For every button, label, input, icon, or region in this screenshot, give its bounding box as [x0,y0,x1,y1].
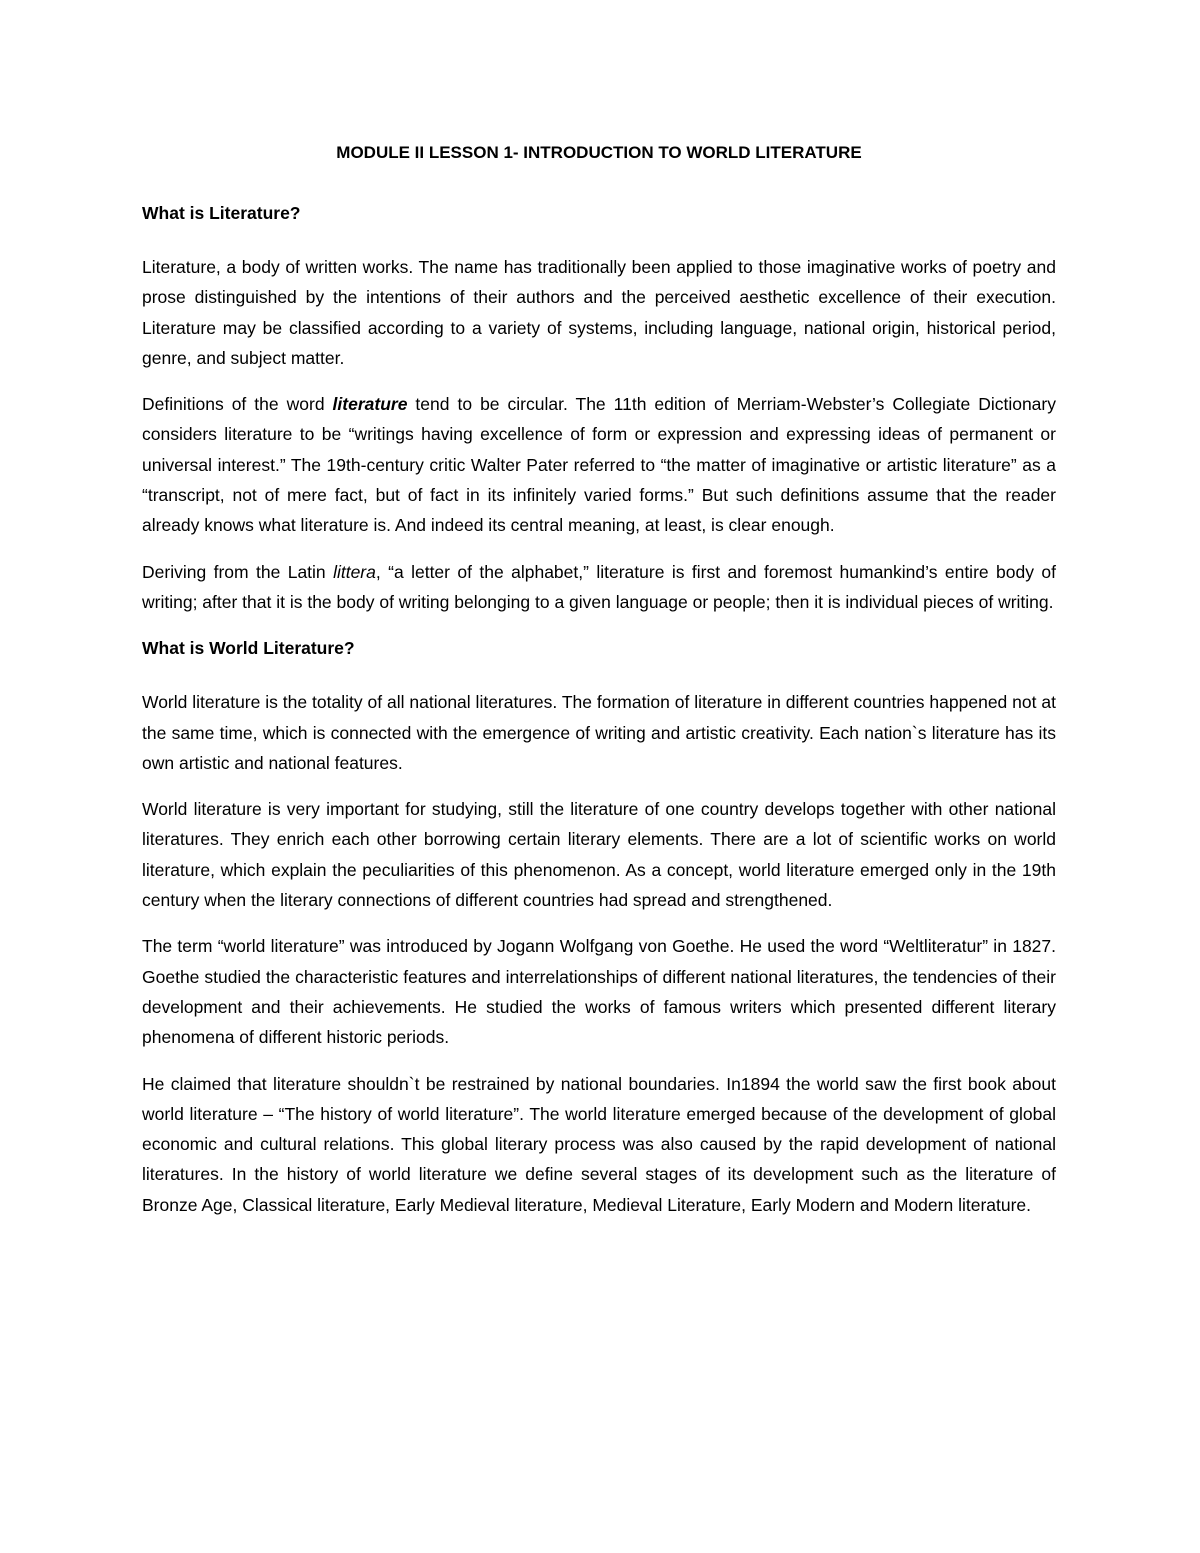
term-littera: littera [333,561,376,582]
paragraph-world-literature-importance: World literature is very important for studying, still the literature of one country develops together with other national literatures. They enrich each other borrowing certain literary elements. There are a lot of scientific works on world literature, which explain the peculiarities of this phenomenon. As a concept, world literature emerged only in the 19th century when the literary connections of different countries had spread and strengthened. [142,799,1056,911]
term-literature: literature [332,394,408,415]
document-title: MODULE II LESSON 1- INTRODUCTION TO WORLD LITERATURE [336,143,862,162]
paragraph-world-literature-totality: World literature is the totality of all national literatures. The formation of literature in different countries happened not at the same time, which is connected with the emergence of writing and artistic creativity. Each nation`s literature has its own artistic and national features. [142,692,1056,773]
document-page [142,138,1056,1236]
paragraph-goethe: The term “world literature” was introduced by Jogann Wolfgang von Goethe. He used the word “Weltliteratur” in 1827. Goethe studied the characteristic features and interrelationships of different national literatures, the tendencies of their development and their achievements. He studied the works of famous writers which presented different literary phenomena of different historic periods. [142,936,1056,1048]
paragraph-text: , “a letter of the alphabet,” literature is first and foremost humankind’s entire body of writing; after that it is the body of writing belonging to a given language or people; then it is individual pieces of writing. [142,561,1056,612]
paragraph-text: tend to be circular. The 11th edition of Merriam-Webster’s Collegiate Dictionary considers literature to be “writings having excellence of form or expression and expressing ideas of permanent or universal interest.” The 19th-century critic Walter Pater referred to “the matter of imaginative or artistic literature” as a “transcript, not of mere fact, but of fact in its infinitely varied forms.” But such definitions assume that the reader already knows what literature is. And indeed its central meaning, at least, is clear enough. [142,394,1056,536]
paragraph-definitions-circular [142,389,1056,540]
section-heading-world-literature: What is World Literature? [142,638,355,659]
section-heading-literature: What is Literature? [142,203,301,223]
paragraph-national-boundaries: He claimed that literature shouldn`t be restrained by national boundaries. In1894 the world saw the first book about world literature – “The history of world literature”. The world literature emerged because of the development of global economic and cultural relations. This global literary process was also caused by the rapid development of national literatures. In the history of world literature we define several stages of its development such as the literature of Bronze Age, Classical literature, Early Medieval literature, Medieval Literature, Early Modern and Modern literature. [142,1073,1056,1215]
paragraph-latin-origin [142,557,1056,618]
paragraph-literature-definition: Literature, a body of written works. The name has traditionally been applied to those imaginative works of poetry and prose distinguished by the intentions of their authors and the perceived aesthetic excellence of their execution. Literature may be classified according to a variety of systems, including language, national origin, historical period, genre, and subject matter. [142,257,1056,368]
paragraph-text: Definitions of the word [142,394,333,415]
paragraph-text: Deriving from the Latin [142,561,334,582]
